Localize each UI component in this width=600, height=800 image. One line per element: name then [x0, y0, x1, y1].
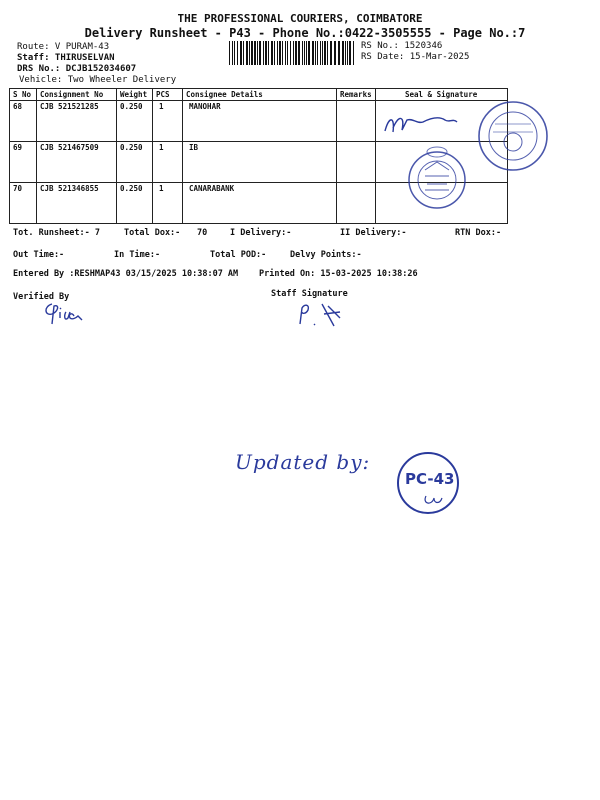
row-consignee: IB — [183, 142, 337, 183]
barcode-bar — [347, 41, 348, 65]
barcode-bar — [290, 41, 291, 65]
total-dox-label: Total Dox:- — [124, 228, 181, 238]
barcode-bar — [327, 41, 328, 65]
col-remarks: Remarks — [337, 89, 376, 101]
barcode-bar — [265, 41, 267, 65]
row-consignment: CJB 521467509 — [37, 142, 117, 183]
row-weight: 0.250 — [117, 183, 153, 224]
barcode-bar — [324, 41, 326, 65]
row-consignee: CANARABANK — [183, 183, 337, 224]
barcode-bar — [274, 41, 275, 65]
barcode-bar — [243, 41, 244, 65]
barcode-bar — [251, 41, 253, 65]
barcode-bar — [234, 41, 235, 65]
out-time: Out Time:- — [13, 250, 65, 260]
col-consignee: Consignee Details — [183, 89, 337, 101]
barcode-bar — [277, 41, 278, 65]
drs-number: DRS No.: DCJB152034607 — [17, 64, 137, 74]
barcode-bar — [240, 41, 242, 65]
i-delivery: I Delivery:- — [230, 228, 292, 238]
barcode-bar — [237, 41, 238, 65]
col-seal-signature: Seal & Signature — [375, 89, 507, 101]
barcode-bar — [279, 41, 281, 65]
barcode-bar — [320, 41, 321, 65]
barcode-bar — [302, 41, 303, 65]
in-time: In Time:- — [114, 250, 161, 260]
route-label: Route: V PURAM-43 — [17, 42, 110, 52]
rs-number: RS No.: 1520346 — [361, 41, 443, 51]
verified-by-label: Verified By — [13, 292, 70, 302]
row-remarks — [337, 142, 376, 183]
barcode-bar — [229, 41, 230, 65]
total-runsheet: Tot. Runsheet:- 7 — [13, 228, 100, 238]
barcode-bar — [334, 41, 336, 65]
row-weight: 0.250 — [117, 101, 153, 142]
barcode-bar — [249, 41, 250, 65]
barcode-bar — [349, 41, 351, 65]
row-weight: 0.250 — [117, 142, 153, 183]
updated-by-handwriting: Updated by: — [235, 450, 371, 474]
barcode-bar — [246, 41, 248, 65]
barcode-bar — [298, 41, 300, 65]
row-sno: 69 — [10, 142, 37, 183]
row-remarks — [337, 101, 376, 142]
row-consignment: CJB 521346855 — [37, 183, 117, 224]
barcode-bar — [308, 41, 310, 65]
printed-on: Printed On: 15-03-2025 10:38:26 — [259, 269, 418, 279]
row-sno: 70 — [10, 183, 37, 224]
staff-label: Staff: THIRUSELVAN — [17, 53, 115, 63]
delvy-points: Delvy Points:- — [290, 250, 362, 260]
col-consignment: Consignment No — [37, 89, 117, 101]
barcode-bar — [282, 41, 283, 65]
barcode-bar — [345, 41, 346, 65]
staff-signature-label: Staff Signature — [271, 289, 348, 299]
barcode-bar — [342, 41, 344, 65]
row-pcs: 1 — [153, 101, 183, 142]
col-pcs: PCS — [153, 89, 183, 101]
total-pod: Total POD:- — [210, 250, 267, 260]
barcode-bar — [268, 41, 269, 65]
seal-stamps — [375, 98, 555, 230]
barcode-bar — [306, 41, 307, 65]
verified-signature — [38, 300, 108, 330]
barcode-bar — [293, 41, 294, 65]
barcode-bar — [330, 41, 332, 65]
barcode-bar — [254, 41, 256, 65]
row-consignee: MANOHAR — [183, 101, 337, 142]
barcode-bar — [304, 41, 305, 65]
vehicle-label: Vehicle: Two Wheeler Delivery — [19, 75, 177, 85]
row-pcs: 1 — [153, 183, 183, 224]
ii-delivery: II Delivery:- — [340, 228, 407, 238]
row-consignment: CJB 521521285 — [37, 101, 117, 142]
barcode-bar — [271, 41, 273, 65]
row-pcs: 1 — [153, 142, 183, 183]
barcode-bar — [322, 41, 323, 65]
rtn-dox: RTN Dox:- — [455, 228, 502, 238]
company-name: THE PROFESSIONAL COURIERS, COIMBATORE — [177, 12, 423, 25]
barcode-bar — [285, 41, 286, 65]
row-sno: 68 — [10, 101, 37, 142]
barcode-bar — [232, 41, 233, 65]
barcode-bar — [338, 41, 340, 65]
col-weight: Weight — [117, 89, 153, 101]
barcode-bar — [317, 41, 318, 65]
barcode-bar — [257, 41, 258, 65]
staff-signature — [294, 298, 354, 332]
total-dox-value: 70 — [197, 228, 208, 238]
rs-date: RS Date: 15-Mar-2025 — [361, 52, 470, 62]
barcode — [229, 41, 357, 65]
col-sno: S No — [10, 89, 37, 101]
row-remarks — [337, 183, 376, 224]
entered-by: Entered By :RESHMAP43 03/15/2025 10:38:07 AM — [13, 269, 239, 279]
barcode-bar — [259, 41, 261, 65]
barcode-bar — [295, 41, 297, 65]
pc43-stamp-text: PC-43 — [405, 470, 455, 488]
barcode-bar — [312, 41, 314, 65]
barcode-bar — [263, 41, 264, 65]
barcode-bar — [353, 41, 354, 65]
barcode-bar — [287, 41, 288, 65]
barcode-bar — [315, 41, 316, 65]
runsheet-title: Delivery Runsheet - P43 - Phone No.:0422-3505555 - Page No.:7 — [84, 26, 526, 40]
